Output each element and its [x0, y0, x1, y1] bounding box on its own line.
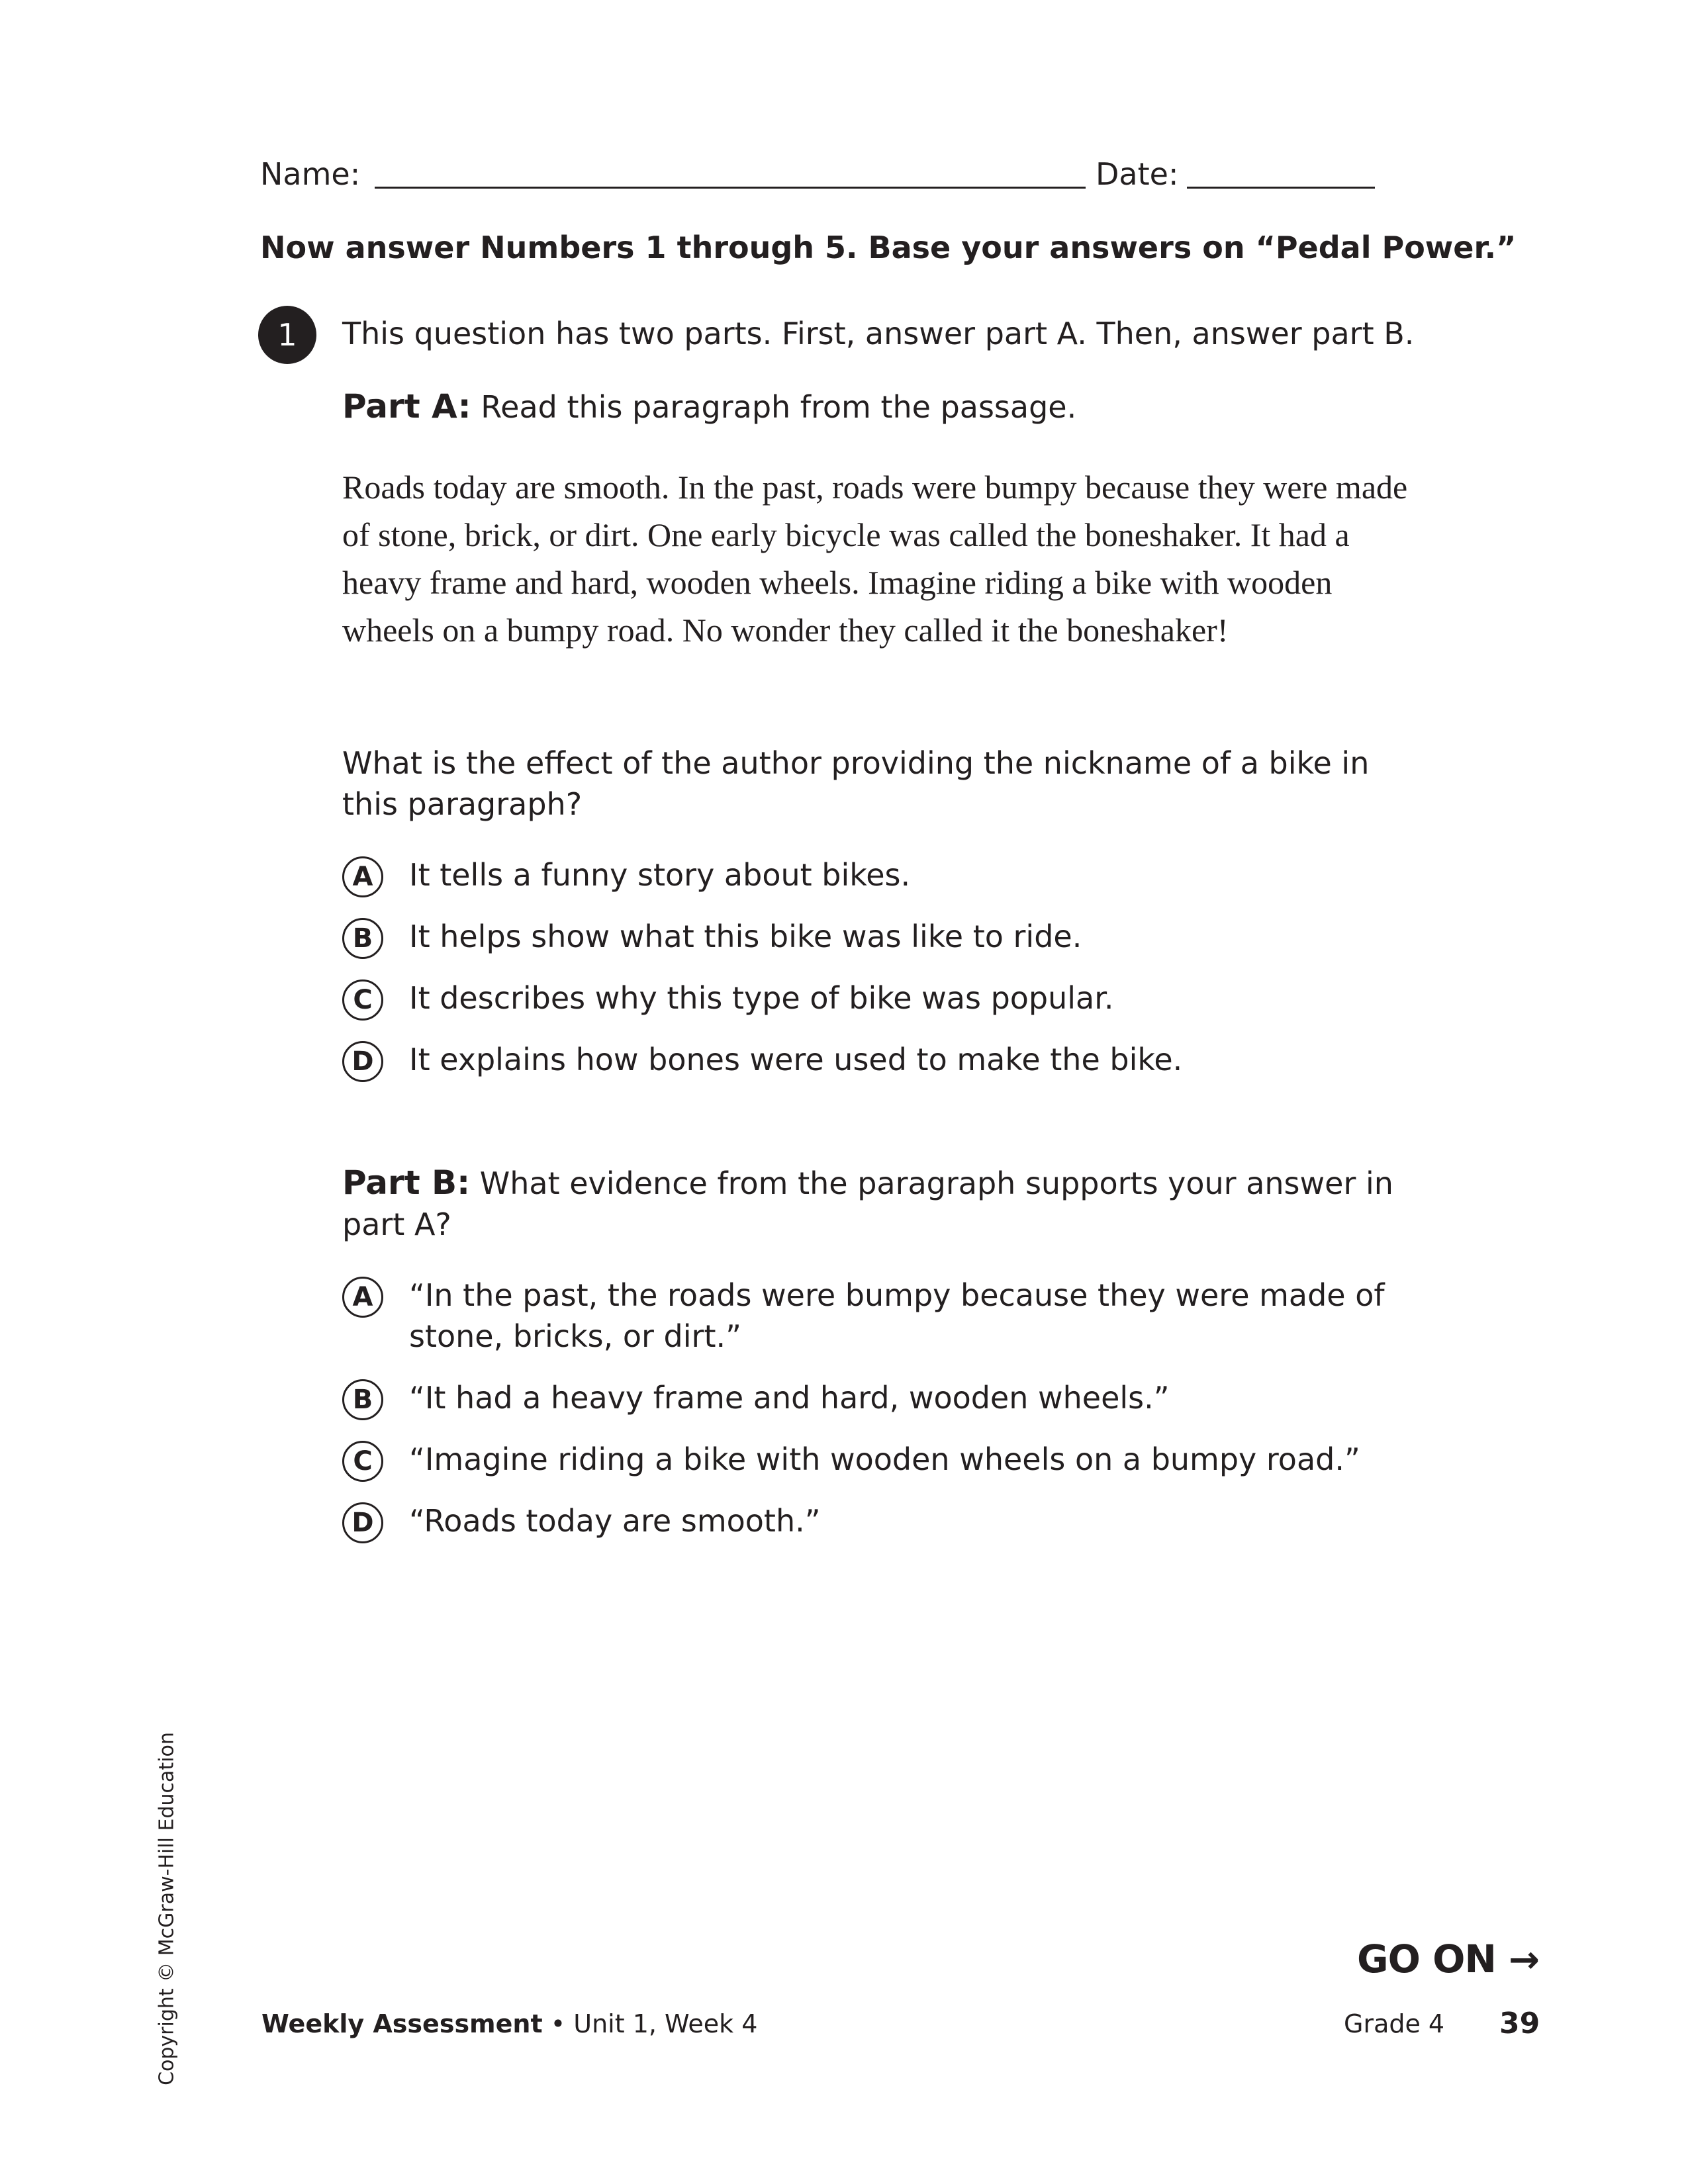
answer-bubble-d[interactable]: D — [342, 1041, 383, 1082]
name-date-header — [260, 151, 1385, 197]
choice-text: “It had a heavy frame and hard, wooden wheels.” — [409, 1380, 1170, 1416]
answer-bubble-a[interactable]: A — [342, 856, 383, 897]
choice-text: It describes why this type of bike was popular. — [409, 980, 1114, 1016]
part-b-question — [342, 1162, 1415, 1245]
answer-bubble-c[interactable]: C — [342, 1441, 383, 1482]
part-a-choice-c[interactable] — [342, 978, 1428, 1019]
answer-bubble-d[interactable]: D — [342, 1502, 383, 1543]
part-b-choice-c[interactable] — [342, 1439, 1428, 1480]
name-label: Name: — [260, 156, 361, 192]
part-b-choice-a[interactable] — [342, 1275, 1428, 1357]
page-number: 39 — [1499, 2007, 1540, 2040]
part-a-choices — [342, 854, 1428, 1101]
part-b-choice-b[interactable] — [342, 1377, 1428, 1418]
date-field[interactable] — [1187, 187, 1375, 189]
choice-text: “Roads today are smooth.” — [409, 1503, 821, 1539]
go-on-label: GO ON — [1357, 1936, 1496, 1981]
footer-assessment: Weekly Assessment — [261, 2009, 543, 2038]
go-on-indicator — [1357, 1936, 1539, 1983]
choice-text: “In the past, the roads were bumpy because they were made of stone, bricks, or dirt.” — [409, 1277, 1385, 1354]
choice-text: It tells a funny story about bikes. — [409, 857, 911, 893]
passage-text: Roads today are smooth. In the past, roads were bumpy because they were made of stone, brick, or dirt. One early bicycle was called the boneshaker. It had a heavy frame and hard, wooden wheels. Imagine riding a bike with wooden wheels on a bumpy road. No wonder they called it the boneshaker! — [342, 469, 1408, 649]
copyright-notice: Copyright © McGraw-Hill Education — [155, 1732, 179, 2085]
part-a-choice-a[interactable] — [342, 854, 1428, 895]
passage-excerpt — [342, 463, 1415, 654]
choice-text: It explains how bones were used to make the bike. — [409, 1042, 1183, 1077]
part-a-choice-d[interactable] — [342, 1039, 1428, 1080]
part-b-label: Part B: — [342, 1163, 471, 1202]
part-a-choice-b[interactable] — [342, 916, 1428, 957]
part-b-choice-d[interactable] — [342, 1500, 1428, 1541]
part-a-heading — [342, 385, 1076, 428]
answer-bubble-b[interactable]: B — [342, 918, 383, 959]
part-b-question-text: What evidence from the paragraph supports your answer in part A? — [342, 1165, 1393, 1242]
part-b-choices — [342, 1275, 1428, 1562]
date-label: Date: — [1096, 156, 1179, 192]
choice-text: “Imagine riding a bike with wooden wheels on a bumpy road.” — [409, 1441, 1360, 1477]
answer-bubble-b[interactable]: B — [342, 1379, 383, 1420]
question-number-badge: 1 — [258, 306, 316, 364]
instructions: Now answer Numbers 1 through 5. Base your answers on “Pedal Power.” — [260, 230, 1517, 265]
answer-bubble-c[interactable]: C — [342, 979, 383, 1021]
part-a-question: What is the effect of the author providing the nickname of a bike in this paragraph? — [342, 745, 1370, 822]
name-field[interactable] — [375, 187, 1086, 189]
part-a-label: Part A: — [342, 387, 471, 426]
answer-bubble-a[interactable]: A — [342, 1277, 383, 1318]
question-intro: This question has two parts. First, answer part A. Then, answer part B. — [342, 316, 1415, 351]
page-footer — [261, 2005, 1539, 2042]
footer-unit-week: Unit 1, Week 4 — [573, 2009, 758, 2038]
arrow-right-icon: → — [1509, 1938, 1540, 1981]
footer-grade: Grade 4 — [1344, 2009, 1445, 2038]
part-a-prompt: Read this paragraph from the passage. — [481, 389, 1077, 425]
choice-text: It helps show what this bike was like to ride. — [409, 919, 1082, 954]
footer-separator: • — [550, 2009, 566, 2038]
